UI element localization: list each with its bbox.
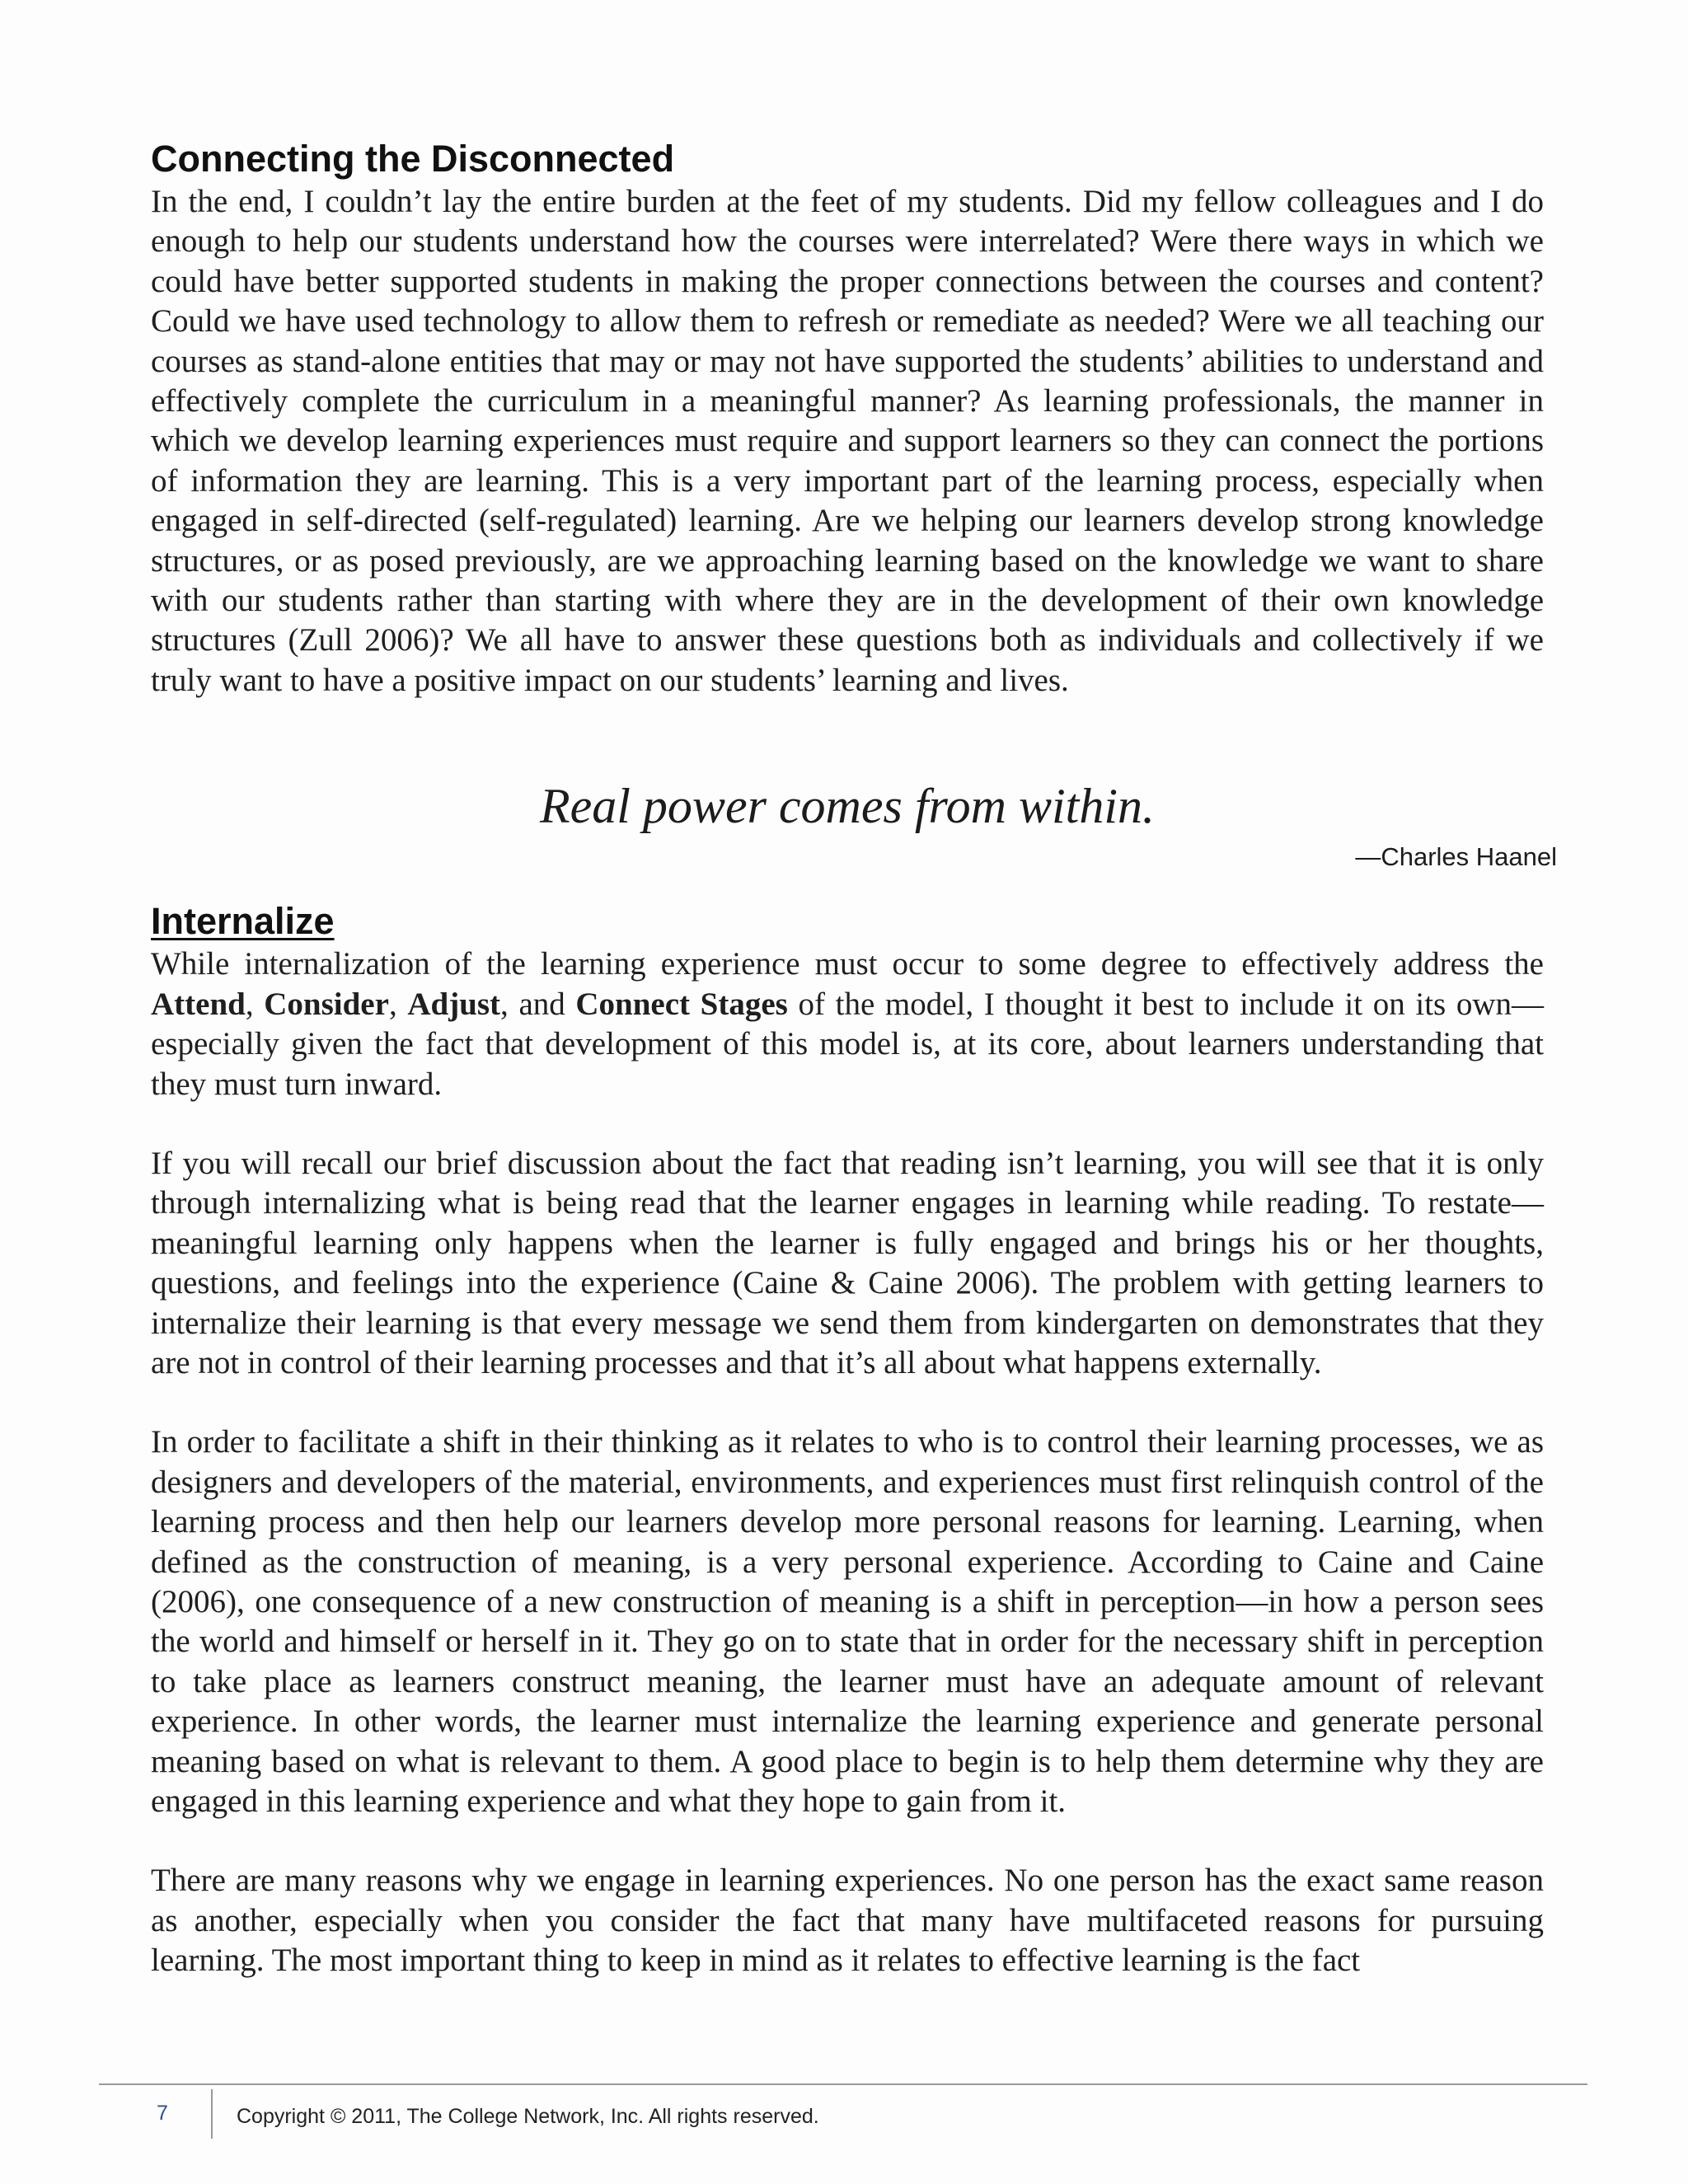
- paragraph-text: ,: [388, 986, 408, 1022]
- footer-rule: [99, 2083, 1587, 2085]
- bold-term: Consider: [264, 986, 389, 1022]
- paragraph-text: ,: [245, 986, 265, 1022]
- paragraph-text: , and: [500, 986, 576, 1022]
- section-internalize: [151, 898, 1544, 1980]
- paragraph: If you will recall our brief discussion about the fact that reading isn’t learning, you will see that it is only through internalizing what is being read that the learner engages in learning while reading. To restate—meaningful learning only happens when the learner is fully engaged and brings his or her thoughts, questions, and feelings into the experience (Caine & Caine 2006). The problem with getting learners to internalize their learning is that every message we send them from kindergarten on demonstrates that they are not in control of their learning processes and that it’s all about what happens externally.: [151, 1145, 1544, 1380]
- paragraph: In the end, I couldn’t lay the entire burden at the feet of my students. Did my fellow colleagues and I do enough to help our students understand how the courses were interrelated? Were there ways in which we could have better supported students in making the proper connections between the courses and content? Could we have used technology to allow them to refresh or remediate as needed? Were we all teaching our courses as stand-alone entities that may or may not have supported the students’ abilities to understand and effectively complete the curriculum in a meaningful manner? As learning professionals, the manner in which we develop learning experiences must require and support learners so they can connect the portions of information they are learning. This is a very important part of the learning process, especially when engaged in self-directed (self-regulated) learning. Are we helping our learners develop strong knowledge structures, or as posed previously, are we approaching learning based on the knowledge we want to share with our students rather than starting with where they are in the development of their own knowledge structures (Zull 2006)? We all have to answer these questions both as individuals and collectively if we truly want to have a positive impact on our students’ learning and lives.: [151, 184, 1544, 698]
- bold-term: Connect Stages: [575, 986, 788, 1022]
- pull-quote: [151, 775, 1557, 898]
- page-number: 7: [157, 2102, 168, 2125]
- section-heading: Internalize: [151, 900, 335, 943]
- paragraph-text: of the model, I thought it best to include it on its own—especially given the fact that development of this model is, at its core, about learners understanding that they must turn inward.: [151, 986, 1545, 1102]
- quote-attribution: —Charles Haanel: [1355, 842, 1557, 872]
- section-connecting: [151, 136, 1544, 701]
- paragraph: In order to facilitate a shift in their thinking as it relates to who is to control their learning processes, we as designers and developers of the material, environments, and experiences must first relinquish control of the learning process and then help our learners develop more personal reasons for learning. Learning, when defined as the construction of meaning, is a very personal experience. According to Caine and Caine (2006), one consequence of a new construction of meaning is a shift in perception—in how a person sees the world and himself or herself in it. They go on to state that in order for the necessary shift in perception to take place as learners construct meaning, the learner must have an adequate amount of relevant experience. In other words, the learner must internalize the learning experience and generate personal meaning based on what is relevant to them. A good place to begin is to help them determine why they are engaged in this learning experience and what they hope to gain from it.: [151, 1424, 1544, 1819]
- footer-divider: [211, 2089, 213, 2139]
- paragraph: There are many reasons why we engage in learning experiences. No one person has the exact same reason as another, especially when you consider the fact that many have multifaceted reasons for pursuing learning. The most important thing to keep in mind as it relates to effective learning is the fact: [151, 1863, 1544, 1979]
- quote-text: Real power comes from within.: [539, 779, 1156, 834]
- bold-term: Adjust: [407, 986, 501, 1022]
- paragraph: [151, 944, 1544, 1104]
- section-heading: Connecting the Disconnected: [151, 138, 675, 180]
- page-content: [151, 136, 1557, 1981]
- bold-term: Attend: [151, 986, 246, 1022]
- paragraph-text: While internalization of the learning experience must occur to some degree to effectively address the: [151, 946, 1544, 982]
- copyright-notice: Copyright © 2011, The College Network, Inc. All rights reserved.: [237, 2105, 819, 2128]
